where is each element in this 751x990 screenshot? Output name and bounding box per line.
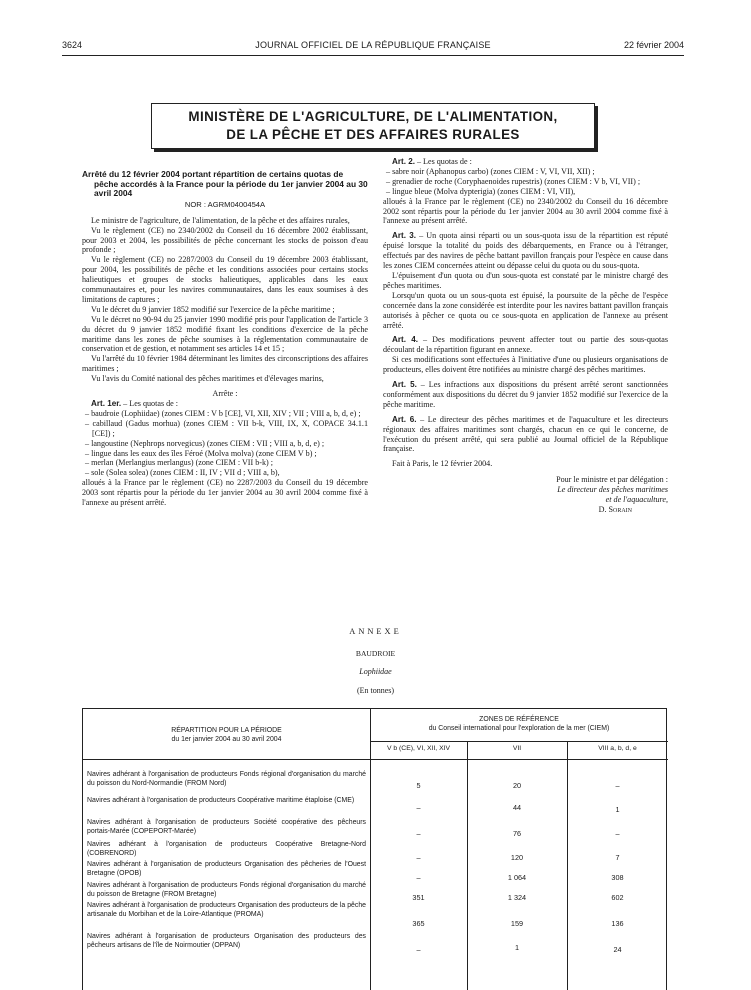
cell-value: 1 064 (507, 873, 527, 882)
article-2-tail: alloués à la France par le règlement (CE) no 2340/2002 du Conseil du 16 décembre 2002 sont répartis pour la période du 1er janvier 2004 au 30 avril 2004 comme fixé à l'annexe au présent arrêté. (383, 196, 668, 226)
quota-item: – sabre noir (Aphanopus carbo) (zones CIEM : V, VI, VII, XII) ; (386, 166, 595, 176)
repartition-header-line-2: du 1er janvier 2004 au 30 avril 2004 (171, 735, 282, 743)
vu-clause: Vu l'avis du Comité national des pêches maritimes et d'élevages marins, (91, 374, 324, 384)
cell-value: 1 (514, 943, 520, 952)
article-5 (383, 380, 668, 410)
row-label: Navires adhérant à l'organisation de producteurs Organisation des pêcheries de l'Ouest Bretagne (OPOB) (87, 861, 366, 877)
article-2-lead (383, 157, 668, 167)
column-divider (467, 742, 468, 990)
article-5-heading: Art. 5. (392, 380, 417, 390)
quota-item: – sole (Solea solea) (zones CIEM : II, IV ; VII d ; VIII a, b), (85, 468, 280, 478)
row-label: Navires adhérant à l'organisation de producteurs Coopérative Bretagne-Nord (COBRENORD) (87, 841, 366, 857)
cell-value: 1 324 (507, 893, 527, 902)
quota-table (82, 708, 667, 990)
signature-delegation: Pour le ministre et par délégation : (556, 475, 668, 485)
zones-header-line-2: du Conseil international pour l'exploration de la mer (CIEM) (428, 724, 610, 732)
header-rule (62, 55, 684, 56)
article-2-heading: Art. 2. (392, 157, 415, 166)
article-3 (383, 231, 668, 271)
cell-value: 76 (512, 829, 522, 838)
vu-clause: Vu le décret no 90-94 du 25 janvier 1990 modifié pris pour l'application de l'article 3 du décret du 9 janvier 1852 modifié fixant les conditions d'exercice de la pêche maritime dans les zones de pêche soumises à la réglementation communautaire de conservation et de gestion, et notamment ses articles 14 et 15 ; (82, 314, 368, 354)
article-1-lead (82, 399, 368, 409)
header-bottom-rule (83, 759, 668, 760)
column-header: VIII a, b, d, e (598, 745, 637, 752)
cell-value: – (416, 829, 421, 838)
ministry-line-2: DE LA PÊCHE ET DES AFFAIRES RURALES (226, 127, 520, 142)
running-header (62, 40, 684, 54)
cell-value: – (615, 829, 620, 838)
article-2-list (383, 167, 668, 197)
article-4-text: – Des modifications peuvent affecter tout ou partie des sous-quotas découlant de la répartition figurant en annexe. (383, 335, 668, 355)
vu-clause: Vu le règlement (CE) no 2287/2003 du Conseil du 19 décembre 2003 établissant, pour 2004, les possibilités de pêche et les conditions associées pour certains stocks halieutiques et groupes de stocks halieutiques, applicables dans les eaux communautaires et, pour les navires communautaires, dans les eaux soumises à des limitations de captures ; (82, 255, 368, 304)
vu-clause: Vu le règlement (CE) no 2340/2002 du Conseil du 16 décembre 2002 établissant, pour 2003 et 2004, les possibilités de pêche concernant les stocks de poisson d'eau profonde ; (82, 225, 368, 255)
row-label: Navires adhérant à l'organisation de producteurs Fonds régional d'organisation du marché du poisson de Bretagne (FROM Bretagne) (87, 882, 366, 898)
column-header: V b (CE), VI, XII, XIV (386, 745, 451, 752)
repartition-header-line-1: RÉPARTITION POUR LA PÉRIODE (171, 727, 282, 734)
repartition-header (83, 727, 370, 744)
zones-header-line-1: ZONES DE RÉFÉRENCE (479, 716, 559, 723)
page-number: 3624 (62, 40, 83, 50)
row-label: Navires adhérant à l'organisation de producteurs Fonds régional d'organisation du marché du poisson du Nord-Normandie (FROM Nord) (87, 771, 366, 787)
cell-value: 120 (510, 853, 524, 862)
annex-species: BAUDROIE (355, 649, 396, 658)
signature-block (383, 475, 668, 515)
decree-intro: Le ministre de l'agriculture, de l'alimentation, de la pêche et des affaires rurales, (91, 215, 350, 225)
cell-value: 1 (615, 805, 620, 814)
left-column (82, 170, 368, 508)
annex-unit: (En tonnes) (356, 686, 395, 695)
done-at: Fait à Paris, le 12 février 2004. (392, 459, 493, 469)
article-4-heading: Art. 4. (392, 335, 418, 345)
cell-value: – (416, 803, 421, 812)
article-6-text: – Le directeur des pêches maritimes et de l'aquaculture et les directeurs régionaux des affaires maritimes sont chargés, chacun en ce qui le concerne, de l'exécution du présent arrêté, qui sera publié au Journal officiel de la République française. (383, 414, 668, 454)
article-5-text: – Les infractions aux dispositions du présent arrêté seront sanctionnées conformément aux dispositions du décret du 9 janvier 1852 modifié sur l'exercice de la pêche maritime. (383, 380, 668, 409)
quota-item: – cabillaud (Gadus morhua) (zones CIEM : VII b-k, VIII, IX, X, COPACE 34.1.1 [CE]) ; (85, 418, 368, 438)
decree-title: Arrêté du 12 février 2004 portant répartition de certains quotas de pêche accordés à la France pour la période du 1er janvier 2004 au 30 avril 2004 (82, 169, 368, 199)
row-label: Navires adhérant à l'organisation de producteurs Organisation des producteurs des pêcheurs artisans de l'île de Noirmoutier (OPPAN) (87, 933, 366, 949)
article-2-lead-text: – Les quotas de : (414, 157, 472, 166)
cell-value: – (615, 781, 620, 790)
journal-title: JOURNAL OFFICIEL DE LA RÉPUBLIQUE FRANÇAISE (255, 40, 491, 50)
article-3-text: – Un quota ainsi réparti ou un sous-quota issu de la répartition est réputé épuisé lorsque la totalité du poids des débarquements, en France ou à l'étranger, effectués par des navires de pêche battant pavillon français pour l'espèce en cause dans les zones CIEM concernées atteint ou dépasse celui du quota ou du sous-quota. (383, 231, 668, 271)
cell-value: 308 (611, 873, 624, 882)
article-6-heading: Art. 6. (392, 414, 417, 424)
cell-value: 20 (512, 781, 522, 790)
article-4-paragraph: Si ces modifications sont effectuées à l'initiative d'une ou plusieurs organisations de producteurs, elles doivent être notifiées au ministre chargé des pêches maritimes. (383, 355, 668, 375)
article-4 (383, 335, 668, 355)
signature-title: Le directeur des pêches maritimes (557, 485, 668, 495)
row-label: Navires adhérant à l'organisation de producteurs Coopérative maritime étaploise (CME) (87, 797, 355, 804)
column-header: VII (512, 745, 522, 752)
vu-clause: Vu l'arrêté du 10 février 1984 déterminant les limites des circonscriptions des affaires maritimes ; (82, 354, 368, 374)
quota-item: – merlan (Merlangius merlangus) (zone CIEM : VII b-k) ; (85, 458, 273, 468)
signature-title-2: et de l'aquaculture, (605, 495, 668, 505)
cell-value: – (416, 853, 421, 862)
cell-value: 24 (613, 945, 622, 954)
article-1-list (82, 409, 368, 478)
cell-value: 7 (615, 853, 620, 862)
cell-value: 351 (412, 893, 425, 902)
cell-value: – (416, 945, 421, 954)
article-1-lead-text: – Les quotas de : (121, 399, 179, 408)
row-label: Navires adhérant à l'organisation de producteurs Société coopérative des pêcheurs portais-Marée (COPEPORT-Marée) (87, 819, 366, 835)
article-1-tail: alloués à la France par le règlement (CE) no 2287/2003 du Conseil du 19 décembre 2003 sont répartis pour la période du 1er janvier 2004 au 30 avril 2004 comme fixé à l'annexe au présent arrêté. (82, 478, 368, 508)
cell-value: 136 (611, 919, 624, 928)
quota-item: – lingue dans les eaux des îles Féroé (Molva molva) (zone CIEM V b) ; (85, 448, 317, 458)
nor-reference: NOR : AGRM0400454A (184, 199, 266, 209)
quota-item: – lingue bleue (Molva dypterigia) (zones CIEM : VI, VII), (386, 186, 576, 196)
arrete-label: Arrête : (212, 389, 238, 399)
quota-item: – grenadier de roche (Coryphaenoides rupestris) (zones CIEM : V b, VI, VII) ; (386, 176, 641, 186)
ministry-box (151, 103, 595, 149)
cell-value: – (416, 873, 421, 882)
quota-item: – baudroie (Lophiidae) (zones CIEM : V b [CE], VI, XII, XIV ; VII ; VIII a, b, d, e) ; (85, 408, 361, 418)
signatory-name: D. Sorain (598, 505, 632, 515)
issue-date: 22 février 2004 (623, 40, 684, 50)
article-3-paragraph: L'épuisement d'un quota ou d'un sous-quota est constaté par le ministre chargé des pêches maritimes. (383, 270, 668, 290)
ministry-line-1: MINISTÈRE DE L'AGRICULTURE, DE L'ALIMENTATION, (188, 109, 558, 124)
cell-value: 44 (512, 803, 522, 812)
annex-title: ANNEXE (349, 627, 402, 636)
quota-item: – langoustine (Nephrops norvegicus) (zones CIEM : VII ; VIII a, b, d, e) ; (85, 438, 325, 448)
article-3-heading: Art. 3. (392, 231, 417, 241)
article-1-heading: Art. 1er. (91, 399, 122, 408)
row-label: Navires adhérant à l'organisation de producteurs Organisation des producteurs de la pêche artisanale du Morbihan et de la Loire-Atlantique (PROMA) (87, 902, 366, 918)
zones-header (370, 716, 668, 733)
header-divider (370, 741, 668, 742)
annex-latin-name: Lophiidae (359, 667, 392, 676)
vu-clause: Vu le décret du 9 janvier 1852 modifié sur l'exercice de la pêche maritime ; (91, 304, 335, 314)
cell-value: 159 (510, 919, 524, 928)
article-6 (383, 415, 668, 455)
cell-value: 365 (412, 919, 425, 928)
cell-value: 5 (416, 781, 421, 790)
article-3-paragraph: Lorsqu'un quota ou un sous-quota est épuisé, la poursuite de la pêche de l'espèce concernée dans la zone considérée est interdite pour les navires battant pavillon français autorisés à pêcher ce quota ou ce sous-quota en application de l'annexe au présent arrêté. (383, 290, 668, 330)
cell-value: 602 (611, 893, 624, 902)
right-column (383, 157, 668, 515)
